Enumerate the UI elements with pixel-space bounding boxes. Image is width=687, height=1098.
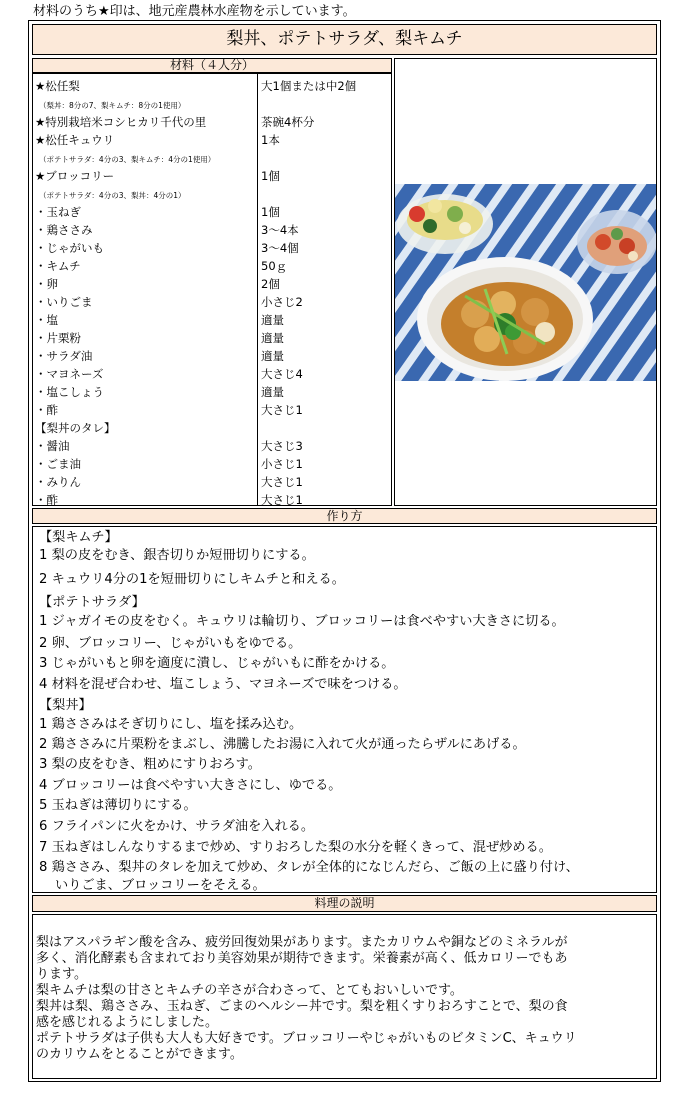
step-line: 1 ジャガイモの皮をむく。キュウリは輪切り、ブロッコリーは食べやすい大きさに切る。 [39,614,565,629]
step-line: 4 材料を混ぜ合わせ、塩こしょう、マヨネーズで味をつける。 [39,677,407,692]
explanation-header: 料理の説明 [32,895,657,912]
material-quantity: 1本 [261,133,280,147]
step-line: 3 じゃがいもと卵を適度に潰し、じゃがいもに酢をかける。 [39,656,395,671]
photo-frame [394,58,657,506]
material-quantity: 50ｇ [261,259,288,273]
material-name: ・卵 [35,277,58,291]
material-quantity: 大さじ3 [261,439,303,453]
step-line: 6 フライパンに火をかけ、サラダ油を入れる。 [39,819,315,834]
material-name: ・キムチ [35,259,81,273]
explanation-line: 梨キムチは梨の甘さとキムチの辛さが合わさって、とてもおいしいです。 [36,983,463,998]
material-name: ・塩 [35,313,58,327]
steps-section [32,526,657,893]
material-name: ・じゃがいも [35,241,104,255]
material-quantity: 適量 [261,313,284,327]
material-name: ・みりん [35,475,81,489]
material-quantity: 適量 [261,331,284,345]
material-name: ★松任キュウリ [35,133,115,147]
material-name: ・塩こしょう [35,385,104,399]
material-name: ・サラダ油 [35,349,93,363]
explanation-line: 感を感じれるようにしました。 [36,1015,219,1030]
material-quantity: 3～4本 [261,223,299,237]
step-section-heading: 【ポテトサラダ】 [39,595,145,610]
explanation-line: 多く、消化酵素も含まれており美容効果が期待できます。栄養素が高く、低カロリーでもあ [36,951,568,966]
material-quantity: 茶碗4杯分 [261,115,315,129]
material-quantity: 小さじ2 [261,295,303,309]
step-line: いりごま、ブロッコリーをそえる。 [55,878,266,893]
material-name: ★ブロッコリー [35,169,115,183]
dish-photo [395,184,656,381]
step-line: 7 玉ねぎはしんなりするまで炒め、すりおろした梨の水分を軽くきって、混ぜ炒める。 [39,840,552,855]
material-quantity: 大さじ4 [261,367,303,381]
step-line: 3 梨の皮をむき、粗めにすりおろす。 [39,757,261,772]
material-usage-note: （ポテトサラダ：4分の3、梨キムチ：4分の1使用） [39,155,216,164]
material-name: ・いりごま [35,295,93,309]
material-quantity: 大さじ1 [261,475,303,489]
material-name: ・酢 [35,403,58,417]
recipe-sheet [28,20,661,1082]
material-name: ★特別栽培米コシヒカリ千代の里 [35,115,207,129]
material-quantity: 小さじ1 [261,457,303,471]
explanation-section [32,914,657,1079]
material-name: ・玉ねぎ [35,205,81,219]
explanation-line: ポテトサラダは子供も大人も大好きです。ブロッコリーやじゃがいものビタミンC、キュウリ [36,1031,577,1046]
explanation-line: 梨はアスパラギン酸を含み、疲労回復効果があります。またカリウムや銅などのミネラルが [36,935,568,950]
dish-photo-illustration [395,184,656,381]
steps-header: 作り方 [32,508,657,524]
material-quantity: 大さじ1 [261,493,303,507]
material-name: ・片栗粉 [35,331,81,345]
explanation-line: 梨丼は梨、鶏ささみ、玉ねぎ、ごまのヘルシー丼です。梨を粗くすりおろすことで、梨の食 [36,999,568,1014]
step-line: 4 ブロッコリーは食べやすい大きさにし、ゆでる。 [39,778,342,793]
material-usage-note: （ポテトサラダ：4分の3、梨丼：4分の1） [39,191,186,200]
material-usage-note: （梨丼：8分の7、梨キムチ：8分の1使用） [39,101,186,110]
material-quantity: 2個 [261,277,280,291]
material-quantity: 適量 [261,349,284,363]
material-name: 【梨丼のタレ】 [35,421,116,435]
step-line: 2 卵、ブロッコリー、じゃがいもをゆでる。 [39,636,302,651]
material-name: ・酢 [35,493,58,507]
step-section-heading: 【梨丼】 [39,698,92,713]
material-quantity: 大1個または中2個 [261,79,357,93]
materials-column-divider [257,74,258,505]
material-quantity: 適量 [261,385,284,399]
explanation-line: のカリウムをとることができます。 [36,1047,243,1062]
materials-header: 材料（４人分） [32,58,392,73]
material-quantity: 1個 [261,205,280,219]
step-line: 1 梨の皮をむき、銀杏切りか短冊切りにする。 [39,548,315,563]
material-name: ・鶏ささみ [35,223,93,237]
material-name: ・マヨネーズ [35,367,104,381]
step-line: 8 鶏ささみ、梨丼のタレを加えて炒め、タレが全体的になじんだら、ご飯の上に盛り付け、 [39,860,579,875]
material-quantity: 1個 [261,169,280,183]
material-quantity: 3～4個 [261,241,299,255]
step-line: 2 鶏ささみに片栗粉をまぶし、沸騰したお湯に入れて火が通ったらザルにあげる。 [39,737,526,752]
materials-table [32,73,392,506]
explanation-line: ります。 [36,967,87,982]
step-line: 2 キュウリ4分の1を短冊切りにしキムチと和える。 [39,572,345,587]
recipe-title: 梨丼、ポテトサラダ、梨キムチ [32,24,657,55]
material-name: ★松任梨 [35,79,80,93]
step-line: 5 玉ねぎは薄切りにする。 [39,798,197,813]
material-name: ・醤油 [35,439,70,453]
material-name: ・ごま油 [35,457,81,471]
material-quantity: 大さじ1 [261,403,303,417]
step-line: 1 鶏ささみはそぎ切りにし、塩を揉み込む。 [39,717,303,732]
step-section-heading: 【梨キムチ】 [39,530,118,545]
local-produce-note: 材料のうち★印は、地元産農林水産物を示しています。 [33,4,356,19]
